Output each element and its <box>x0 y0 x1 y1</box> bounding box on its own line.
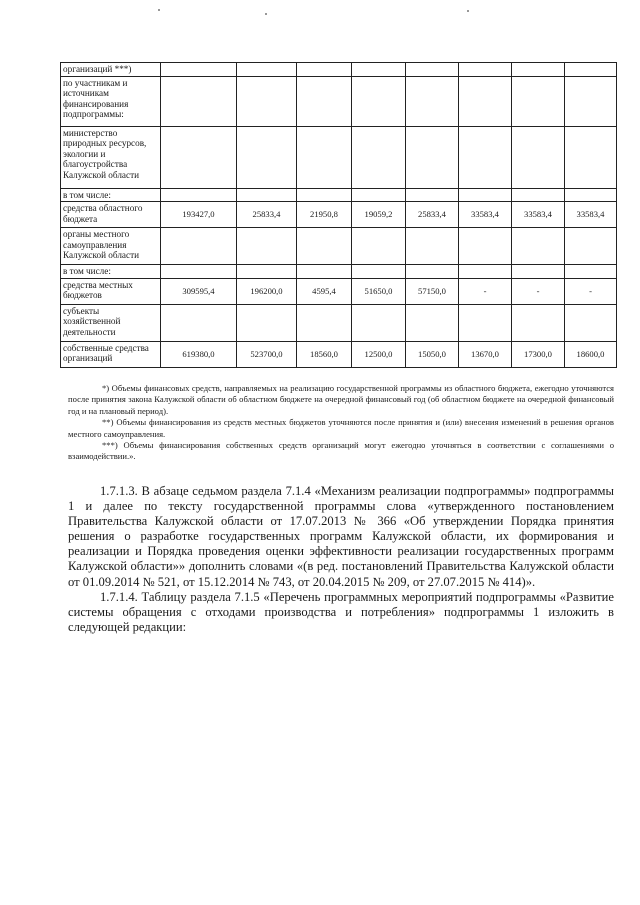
table-cell <box>459 188 512 202</box>
table-cell: 17300,0 <box>512 341 565 367</box>
table-cell <box>406 265 459 279</box>
table-cell: 15050,0 <box>406 341 459 367</box>
paragraph-1-7-1-3: 1.7.1.3. В абзаце седьмом раздела 7.1.4 «Механизм реализации подпрограммы» подпрограммы 1 и далее по тексту государственной программы слова «утвержденного постановлением Правительства Калужской области от 17.07.2013 № 366 «Об утверждении Порядка принятия решения о разработке государственных программ Калужской области, их формирования и реализации и Порядка проведения оценки эффективности реализации государственных программ Калужской области»» дополнить словами «(в ред. постановлений Правительства Калужской области от 01.09.2014 № 521, от 15.12.2014 № 743, от 20.04.2015 № 209, от 27.07.2015 № 414)». <box>68 484 614 589</box>
table-cell <box>352 188 406 202</box>
table-cell: 19059,2 <box>352 202 406 228</box>
table-cell <box>237 76 297 126</box>
row-label: по участникам и источникам финансирования подпрограммы: <box>61 76 161 126</box>
row-label: органы местного самоуправления Калужской области <box>61 228 161 265</box>
table-cell: 33583,4 <box>565 202 617 228</box>
table-cell <box>237 63 297 77</box>
table-cell <box>237 304 297 341</box>
table-cell: 13670,0 <box>459 341 512 367</box>
table-cell <box>459 76 512 126</box>
table-cell: 51650,0 <box>352 278 406 304</box>
table-cell <box>406 228 459 265</box>
row-label: субъекты хозяйственной деятельности <box>61 304 161 341</box>
table-cell: 25833,4 <box>237 202 297 228</box>
table-row <box>61 126 617 188</box>
footnote-3: ***) Объемы финансирования собственных средств организаций могут ежегодно уточняться в соответствии с соглашениями о взаимодействии.». <box>68 440 614 462</box>
financing-table <box>60 62 617 368</box>
table-row <box>61 265 617 279</box>
table-cell <box>352 76 406 126</box>
scan-speck <box>158 9 160 11</box>
table-cell <box>161 76 237 126</box>
row-label: в том числе: <box>61 188 161 202</box>
row-label: средства местных бюджетов <box>61 278 161 304</box>
table-cell <box>565 228 617 265</box>
table-cell <box>237 126 297 188</box>
row-label: министерство природных ресурсов, экологии и благоустройства Калужской области <box>61 126 161 188</box>
table-cell <box>352 63 406 77</box>
table-row <box>61 304 617 341</box>
table-cell <box>512 63 565 77</box>
table-row <box>61 188 617 202</box>
table-cell <box>512 188 565 202</box>
table-cell <box>406 304 459 341</box>
table-cell <box>161 228 237 265</box>
table-cell <box>352 265 406 279</box>
table-cell: 18560,0 <box>297 341 352 367</box>
table-row <box>61 341 617 367</box>
table-cell <box>406 76 459 126</box>
row-label: в том числе: <box>61 265 161 279</box>
table-cell <box>512 76 565 126</box>
footnote-1: *) Объемы финансовых средств, направляемых на реализацию государственной программы из областного бюджета, ежегодно уточняются после принятия закона Калужской области об областном бюджете на очередной финансовый год (об областном бюджете на очередной финансовый год и на плановый период). <box>68 383 614 416</box>
table-cell: 196200,0 <box>237 278 297 304</box>
table-cell <box>161 304 237 341</box>
table-cell <box>459 126 512 188</box>
row-label: средства областного бюджета <box>61 202 161 228</box>
table-cell <box>161 265 237 279</box>
table-cell: 193427,0 <box>161 202 237 228</box>
table-cell: - <box>565 278 617 304</box>
table-cell <box>297 304 352 341</box>
table-cell: 12500,0 <box>352 341 406 367</box>
table-row <box>61 63 617 77</box>
table-cell <box>297 63 352 77</box>
table-row <box>61 278 617 304</box>
paragraph-1-7-1-4: 1.7.1.4. Таблицу раздела 7.1.5 «Перечень программных мероприятий подпрограммы «Развитие системы обращения с отходами производства и потребления» подпрограммы 1 изложить в следующей редакции: <box>68 589 614 634</box>
table-cell <box>459 228 512 265</box>
table-cell <box>565 304 617 341</box>
table-cell: 33583,4 <box>512 202 565 228</box>
table-cell: 619380,0 <box>161 341 237 367</box>
table-cell <box>565 265 617 279</box>
table-cell <box>297 228 352 265</box>
table-cell <box>565 188 617 202</box>
table-cell <box>406 126 459 188</box>
table-cell <box>565 63 617 77</box>
table-cell: 4595,4 <box>297 278 352 304</box>
row-label: собственные средства организаций <box>61 341 161 367</box>
table-cell <box>297 76 352 126</box>
table-cell <box>406 63 459 77</box>
table-cell: 309595,4 <box>161 278 237 304</box>
table-cell <box>406 188 459 202</box>
table-cell <box>161 63 237 77</box>
table-cell <box>237 228 297 265</box>
table-cell: 33583,4 <box>459 202 512 228</box>
table-cell: 21950,8 <box>297 202 352 228</box>
table-cell <box>297 126 352 188</box>
footnotes <box>68 383 614 463</box>
table-cell: 25833,4 <box>406 202 459 228</box>
table-cell <box>459 304 512 341</box>
table-cell <box>565 126 617 188</box>
table-cell <box>512 304 565 341</box>
table-cell: - <box>459 278 512 304</box>
table-cell <box>237 265 297 279</box>
table-cell <box>352 304 406 341</box>
table-cell: 57150,0 <box>406 278 459 304</box>
row-label: организаций ***) <box>61 63 161 77</box>
table-cell <box>565 76 617 126</box>
table-row <box>61 202 617 228</box>
table-cell: 18600,0 <box>565 341 617 367</box>
table-cell <box>352 228 406 265</box>
table-cell <box>297 265 352 279</box>
table-cell <box>237 188 297 202</box>
table-cell <box>459 63 512 77</box>
table-cell <box>297 188 352 202</box>
scan-speck <box>467 10 469 12</box>
table-cell <box>161 188 237 202</box>
table-cell <box>352 126 406 188</box>
table-cell <box>459 265 512 279</box>
table-cell <box>512 265 565 279</box>
table-cell: - <box>512 278 565 304</box>
table-cell <box>512 228 565 265</box>
table-row <box>61 76 617 126</box>
table-cell: 523700,0 <box>237 341 297 367</box>
table-cell <box>161 126 237 188</box>
footnote-2: **) Объемы финансирования из средств местных бюджетов уточняются после принятия и (или) внесения изменений в решения органов местного самоуправления. <box>68 417 614 439</box>
scan-speck <box>265 13 267 15</box>
table-row <box>61 228 617 265</box>
body-text <box>68 484 614 635</box>
table-cell <box>512 126 565 188</box>
